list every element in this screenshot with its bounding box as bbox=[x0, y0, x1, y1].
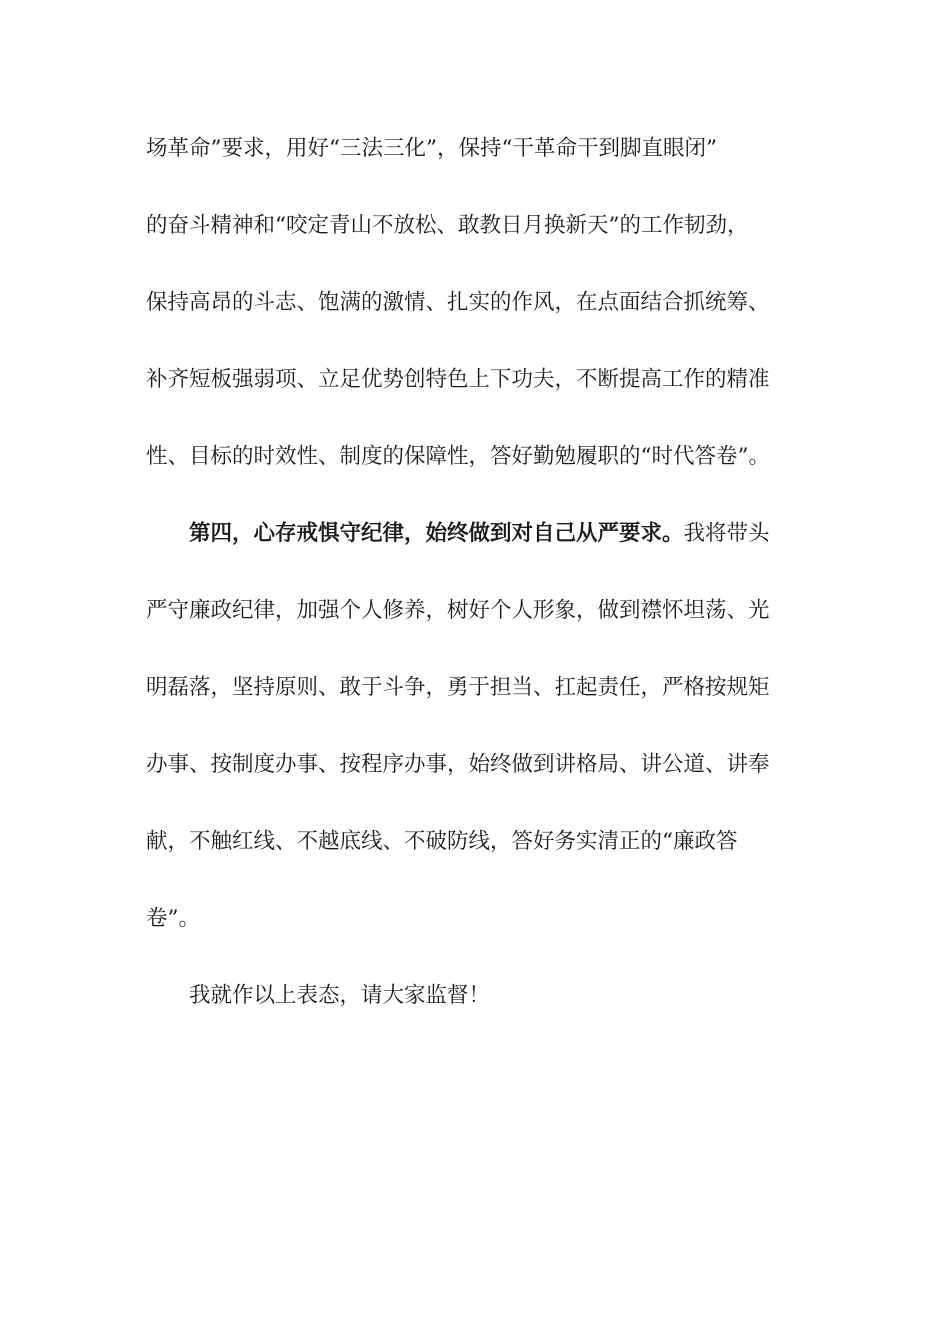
paragraph-3 bbox=[146, 977, 811, 1015]
paragraph-2-line-3: 明磊落，坚持原则、敢于斗争，勇于担当、扛起责任，严格按规矩 bbox=[146, 675, 770, 700]
paragraph-1-line-1: 场革命”要求，用好“三法三化”，保持“干革命干到脚直眼闭” bbox=[146, 136, 717, 161]
paragraph-1-line-2: 的奋斗精神和“咬定青山不放松、敢教日月换新天”的工作韧劲， bbox=[146, 213, 749, 238]
document-body bbox=[146, 130, 811, 1054]
paragraph-3-line-1: 我就作以上表态，请大家监督！ bbox=[189, 983, 491, 1008]
paragraph-2-first-line-rest: 我将带头 bbox=[683, 521, 770, 546]
paragraph-2-line-4: 办事、按制度办事、按程序办事，始终做到讲格局、讲公道、讲奉 bbox=[146, 752, 770, 777]
paragraph-2-heading: 第四，心存戒惧守纪律，始终做到对自己从严要求。 bbox=[189, 521, 684, 546]
paragraph-2-line-1 bbox=[146, 515, 811, 553]
paragraph-2 bbox=[146, 515, 811, 938]
paragraph-1-line-4: 补齐短板强弱项、立足优势创特色上下功夫，不断提高工作的精准 bbox=[146, 367, 770, 392]
paragraph-2-line-6: 卷”。 bbox=[146, 906, 200, 931]
paragraph-1-line-5: 性、目标的时效性、制度的保障性，答好勤勉履职的“时代答卷”。 bbox=[146, 444, 770, 469]
paragraph-1-line-3: 保持高昂的斗志、饱满的激情、扎实的作风，在点面结合抓统筹、 bbox=[146, 290, 770, 315]
paragraph-1 bbox=[146, 130, 811, 476]
paragraph-2-line-5: 献，不触红线、不越底线、不破防线，答好务实清正的“廉政答 bbox=[146, 829, 738, 854]
paragraph-2-line-2: 严守廉政纪律，加强个人修养，树好个人形象，做到襟怀坦荡、光 bbox=[146, 598, 770, 623]
